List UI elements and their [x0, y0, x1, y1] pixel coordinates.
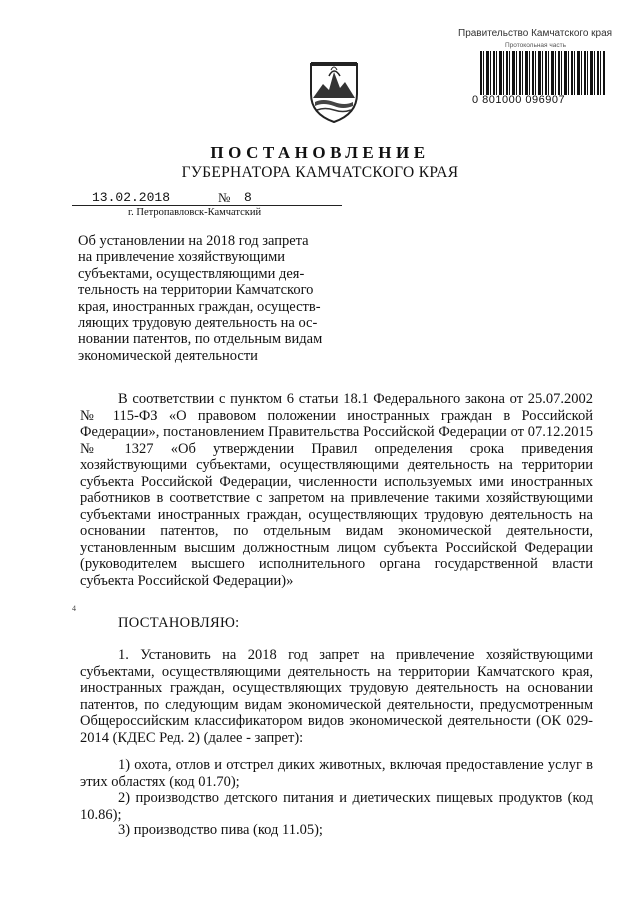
list-item: 1) охота, отлов и отстрел диких животных, включая предоставление услуг в этих областях (код 01.70); [80, 757, 593, 790]
subject-line: на привлечение хозяйствующими [78, 249, 286, 266]
document-subject [78, 233, 332, 364]
registry-sublabel: Протокольная часть [505, 42, 566, 49]
clause-1-paragraph: 1. Установить на 2018 год запрет на привлечение хозяйствующими субъектами, осуществляющими деятельность на территории Камчатского края, иностранных граждан, осуществляющих трудовую деятельность на основании патентов, по следующим видам экономической деятельности, предусмотренным Общероссийским классификатором видов экономической деятельности (ОК 029-2014 (КДЕС Ред. 2) (далее - запрет): [80, 647, 593, 746]
subject-line: экономической деятельности [78, 347, 258, 364]
margin-mark: 4 [72, 604, 76, 613]
document-number: 8 [244, 190, 252, 205]
document-city: г. Петропавловск-Камчатский [128, 207, 262, 218]
list-item: 3) производство пива (код 11.05); [118, 822, 323, 838]
document-title: ПОСТАНОВЛЕНИЕ [210, 143, 430, 162]
subject-line: тельность на территории Камчатского [78, 282, 314, 299]
subject-line: ляющих трудовую деятельность на ос- [78, 315, 318, 332]
decree-heading: ПОСТАНОВЛЯЮ: [118, 615, 240, 631]
coat-of-arms-emblem-icon [307, 58, 361, 124]
date-underline [72, 205, 342, 206]
barcode-number: 0 801000 096907 [472, 94, 566, 106]
subject-line: Об установлении на 2018 год запрета [78, 233, 309, 249]
subject-line: субъектами, осуществляющими дея- [78, 265, 305, 282]
document-subtitle: ГУБЕРНАТОРА КАМЧАТСКОГО КРАЯ [181, 164, 459, 181]
list-item: 2) производство детского питания и диетических пищевых продуктов (код 10.86); [80, 790, 593, 823]
number-sign: № [218, 190, 231, 205]
subject-line: края, иностранных граждан, осуществ- [78, 298, 321, 315]
subject-line: новании патентов, по отдельным видам [78, 331, 323, 348]
document-date: 13.02.2018 [92, 190, 171, 205]
barcode-image [480, 51, 605, 95]
registry-label: Правительство Камчатского края [458, 28, 613, 39]
preamble-paragraph: В соответствии с пунктом 6 статьи 18.1 Федерального закона от 25.07.2002 № 115-ФЗ «О правовом положении иностранных граждан в Российской Федерации», постановлением Правительства Российской Федерации от 07.12.2015 № 1327 «Об утверждении Правил определения срока приведения хозяйствующими субъектами, осуществляющими деятельность на территории субъекта Российской Федерации, численности используемых ими иностранных работников в соответствие с запретом на привлечение такими хозяйствующими субъектами иностранных граждан, осуществляющих трудовую деятельность на основании патентов, по отдельным видам экономической деятельности, установленным высшим должностным лицом субъекта Российской Федерации (руководителем высшего исполнительного органа государственной власти субъекта Российской Федерации)» [80, 391, 593, 589]
